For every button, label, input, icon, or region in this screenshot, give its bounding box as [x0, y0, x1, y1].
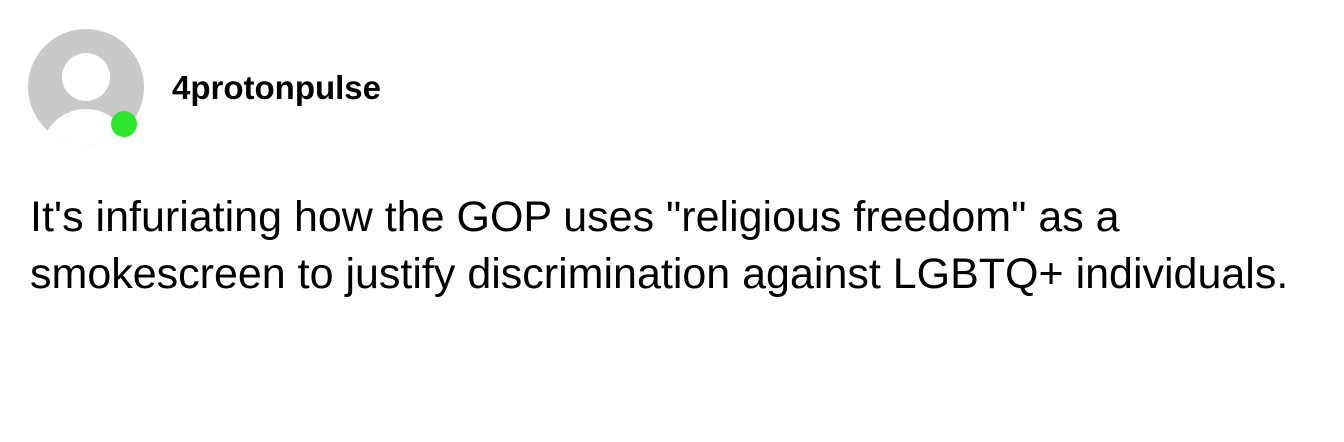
username[interactable]: 4protonpulse [172, 69, 382, 106]
avatar-container[interactable] [28, 29, 144, 145]
avatar-head-shape [62, 53, 110, 101]
post-text: It's infuriating how the GOP uses "religious freedom" as a smokescreen to justify discrimination against LGBTQ+ individuals. [30, 193, 1289, 298]
online-dot-icon [111, 111, 137, 137]
